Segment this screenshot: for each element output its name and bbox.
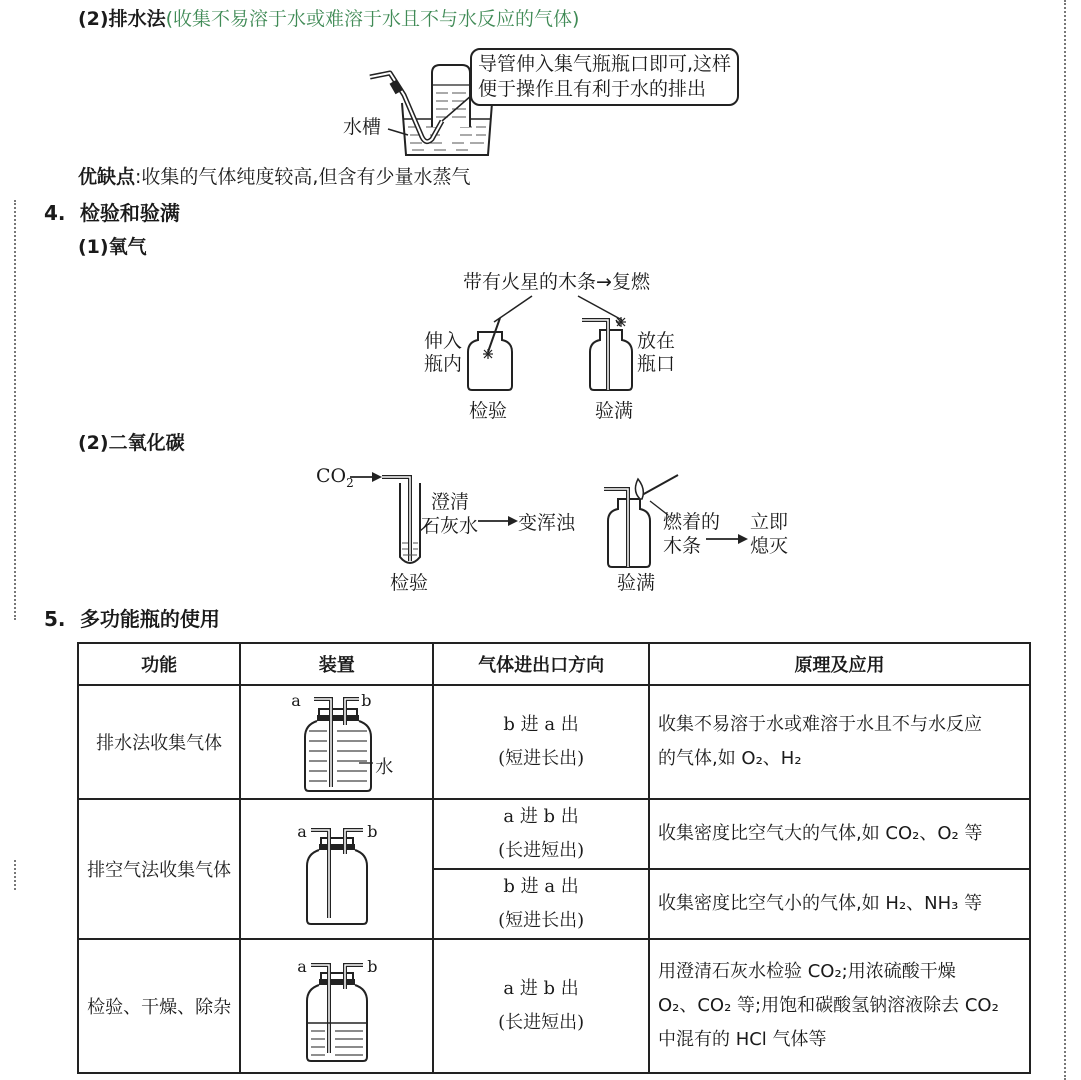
row1-app-1: 收集不易溶于水或难溶于水且不与水反应 bbox=[657, 714, 982, 735]
extinguish-label bbox=[750, 510, 788, 558]
drainage-num: (2) bbox=[78, 8, 109, 30]
row3-application: 收集密度比空气小的气体,如 H₂、NH₃ 等 bbox=[649, 869, 1030, 939]
co2-label: (2)二氧化碳 bbox=[78, 432, 185, 454]
table-row bbox=[78, 799, 1030, 869]
row4-apparatus bbox=[240, 939, 433, 1073]
oxygen-test-label: 检验 bbox=[469, 400, 508, 422]
section5-heading bbox=[44, 609, 220, 629]
section4-heading bbox=[44, 203, 180, 223]
callout-line-2: 便于操作且有利于水的排出 bbox=[478, 78, 707, 100]
row1-application bbox=[649, 685, 1030, 799]
splint-arrow: → bbox=[596, 271, 612, 293]
row2-direction bbox=[433, 799, 649, 869]
right-note-line-2: 瓶口 bbox=[637, 353, 676, 375]
header-direction: 气体进出口方向 bbox=[433, 643, 649, 685]
row3-dir-2: (短进长出) bbox=[498, 910, 585, 931]
wash-bottle-icon bbox=[241, 941, 432, 1071]
co2-full-label: 验满 bbox=[617, 572, 656, 594]
extinguish-arrow bbox=[706, 532, 750, 546]
drainage-title: 排水法 bbox=[108, 8, 166, 30]
ext-line-1: 立即 bbox=[750, 511, 789, 533]
row1-dir-2: (短进长出) bbox=[498, 748, 585, 769]
table-header-row bbox=[78, 643, 1030, 685]
header-apparatus: 装置 bbox=[240, 643, 433, 685]
splint-label: 带有火星的木条 bbox=[463, 271, 597, 293]
drainage-pros-cons bbox=[78, 168, 470, 187]
row4-direction bbox=[433, 939, 649, 1073]
table-row bbox=[78, 685, 1030, 799]
row1-water-label: 水 bbox=[375, 757, 394, 778]
trough-label: 水槽 bbox=[343, 116, 382, 138]
row4-port-a: a bbox=[297, 957, 307, 976]
burn-line-1: 燃着的 bbox=[663, 511, 721, 533]
pros-label: 优缺点 bbox=[78, 166, 136, 188]
splint-result: 复燃 bbox=[611, 271, 650, 293]
multi-function-bottle-table bbox=[77, 642, 1031, 1074]
lime-water-label bbox=[421, 490, 478, 538]
row1-dir-1: b 进 a 出 bbox=[503, 714, 579, 735]
section5-title: 多功能瓶的使用 bbox=[79, 607, 220, 631]
drainage-paren-close: ) bbox=[572, 8, 580, 30]
co2-gas-label bbox=[316, 467, 354, 489]
co2-gas-sub: 2 bbox=[346, 475, 354, 490]
row1-port-a: a bbox=[291, 691, 301, 710]
section4-num: 4. bbox=[44, 201, 66, 225]
callout-line-1: 导管伸入集气瓶瓶口即可,这样 bbox=[478, 53, 732, 75]
header-function: 功能 bbox=[78, 643, 240, 685]
row1-direction bbox=[433, 685, 649, 799]
pros-text: :收集的气体纯度较高,但含有少量水蒸气 bbox=[135, 166, 471, 188]
drainage-paren-open: ( bbox=[165, 8, 174, 30]
right-note-line-1: 放在 bbox=[637, 330, 676, 352]
left-note-line-2: 瓶内 bbox=[424, 353, 463, 375]
left-margin-rule-top bbox=[14, 200, 16, 620]
oxygen-left-note bbox=[424, 330, 462, 376]
row4-app-1: 用澄清石灰水检验 CO₂;用浓硫酸干燥 bbox=[657, 961, 956, 982]
section5-num: 5. bbox=[44, 607, 66, 631]
row1-port-b: b bbox=[361, 691, 372, 710]
water-bottle-icon bbox=[241, 687, 432, 797]
air-bottle-icon bbox=[241, 804, 432, 934]
row1-app-2: 的气体,如 O₂、H₂ bbox=[657, 748, 802, 769]
row3-dir-1: b 进 a 出 bbox=[503, 876, 579, 897]
co2-gas: CO bbox=[316, 465, 347, 487]
oxygen-label: (1)氧气 bbox=[78, 236, 147, 258]
row2-dir-1: a 进 b 出 bbox=[503, 806, 579, 827]
oxygen-test-figure bbox=[460, 290, 640, 400]
row1-function: 排水法收集气体 bbox=[78, 685, 240, 799]
oxygen-right-note bbox=[637, 330, 675, 376]
right-margin-rule bbox=[1064, 0, 1066, 1080]
turbid-label: 变浑浊 bbox=[518, 512, 576, 534]
section4-title: 检验和验满 bbox=[79, 201, 180, 225]
burn-line-2: 木条 bbox=[663, 535, 702, 557]
ext-line-2: 熄灭 bbox=[750, 535, 789, 557]
left-margin-rule-bottom bbox=[14, 860, 16, 890]
table-row bbox=[78, 939, 1030, 1073]
row2-port-b: b bbox=[367, 822, 378, 841]
co2-figure bbox=[350, 465, 680, 575]
left-note-line-1: 伸入 bbox=[424, 330, 463, 352]
row1-apparatus bbox=[240, 685, 433, 799]
row4-app-3: 中混有的 HCl 气体等 bbox=[657, 1029, 827, 1050]
row4-application bbox=[649, 939, 1030, 1073]
row4-dir-1: a 进 b 出 bbox=[503, 978, 579, 999]
row3-direction bbox=[433, 869, 649, 939]
row4-function: 检验、干燥、除杂 bbox=[78, 939, 240, 1073]
lime-line-2: 石灰水 bbox=[421, 515, 479, 537]
drainage-callout bbox=[470, 48, 739, 106]
co2-test-label: 检验 bbox=[390, 572, 429, 594]
lime-line-1: 澄清 bbox=[431, 491, 470, 513]
header-application: 原理及应用 bbox=[649, 643, 1030, 685]
row4-port-b: b bbox=[367, 957, 378, 976]
row2-apparatus bbox=[240, 799, 433, 939]
row2-function: 排空气法收集气体 bbox=[78, 799, 240, 939]
row4-app-2: O₂、CO₂ 等;用饱和碳酸氢钠溶液除去 CO₂ bbox=[657, 995, 999, 1016]
drainage-desc: 收集不易溶于水或难溶于水且不与水反应的气体 bbox=[173, 8, 573, 30]
drainage-heading bbox=[78, 10, 579, 29]
row2-application: 收集密度比空气大的气体,如 CO₂、O₂ 等 bbox=[649, 799, 1030, 869]
oxygen-full-label: 验满 bbox=[595, 400, 634, 422]
row4-dir-2: (长进短出) bbox=[498, 1012, 585, 1033]
row2-dir-2: (长进短出) bbox=[498, 840, 585, 861]
row2-port-a: a bbox=[297, 822, 307, 841]
